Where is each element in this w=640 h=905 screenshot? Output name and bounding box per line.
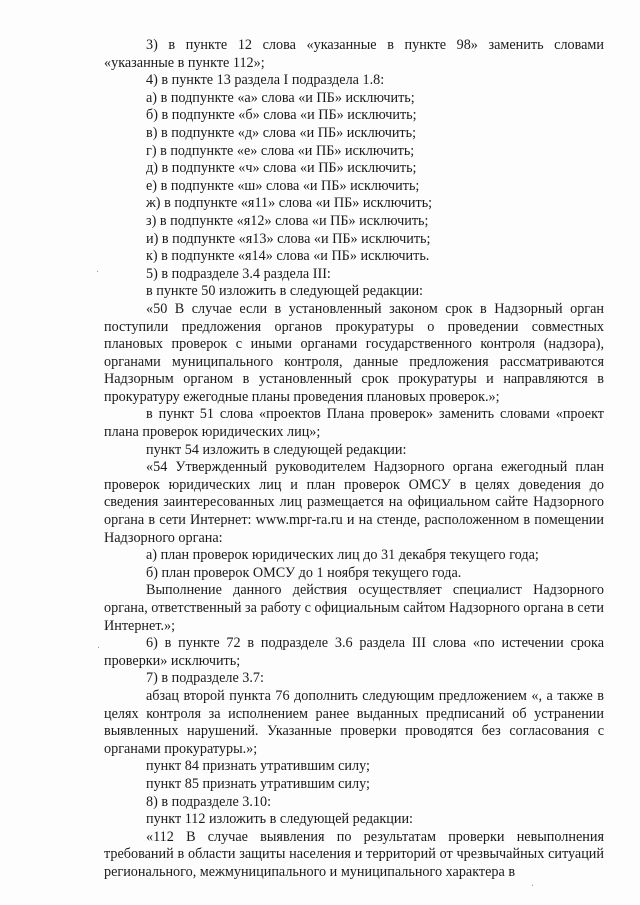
scan-mark: ·	[97, 643, 101, 654]
subitem-v: в) в подпункте «д» слова «и ПБ» исключить;	[146, 124, 417, 141]
paragraph-item-4: 4) в пункте 13 раздела I подраздела 1.8:	[146, 72, 385, 89]
subitem-zh: ж) в подпункте «я11» слова «и ПБ» исключить;	[146, 195, 433, 212]
subitem-b: б) в подпункте «б» слова «и ПБ» исключить;	[146, 107, 417, 124]
subitem-a: а) в подпункте «а» слова «и ПБ» исключить;	[146, 89, 415, 106]
subitem-e: е) в подпункте «ш» слова «и ПБ» исключить;	[146, 177, 420, 194]
subitem-z: з) в подпункте «я12» слова «и ПБ» исключить;	[146, 212, 429, 229]
subitem-k: к) в подпункте «я14» слова «и ПБ» исключить.	[146, 248, 430, 265]
point-54-subitem-b: б) план проверок ОМСУ до 1 ноября текущего года.	[146, 564, 462, 581]
paragraph-item-7: 7) в подразделе 3.7:	[146, 670, 264, 687]
point-54-intro: пункт 54 изложить в следующей редакции:	[146, 441, 407, 458]
point-50-text: «50 В случае если в установленный законом срок в Надзорный орган поступили предложения органов прокуратуры о проведении совместных плановых проверок с иными органами государственного контроля (надзора), органами муниципального контроля, данные предложения рассматриваются Надзорным органом в установленный срок прокуратуры и направляются в прокуратуру ежегодные планы проведения плановых проверок.»;	[104, 300, 604, 405]
scan-mark: ·	[96, 267, 100, 278]
point-51-text: в пункт 51 слова «проектов Плана проверок» заменить словами «проект плана проверок юридических лиц»;	[104, 406, 604, 441]
paragraph-item-5: 5) в подразделе 3.4 раздела III:	[146, 265, 331, 282]
paragraph-item-3: 3) в пункте 12 слова «указанные в пункте 98» заменить словами «указанные в пункте 112»;	[104, 37, 604, 71]
point-84-void: пункт 84 признать утратившим силу;	[146, 758, 370, 775]
subitem-d: д) в подпункте «ч» слова «и ПБ» исключить;	[146, 160, 417, 177]
subitem-g: г) в подпункте «е» слова «и ПБ» исключить;	[146, 142, 415, 159]
scan-mark: ·	[531, 881, 535, 892]
paragraph-item-8: 8) в подразделе 3.10:	[146, 793, 272, 810]
point-76-addition: абзац второй пункта 76 дополнить следующим предложением «, а также в целях контроля за исполнением ранее выданных предписаний об устранении выявленных нарушений. Указанные проверки проводятся без согласования с органами прокуратуры.»;	[104, 687, 604, 757]
subitem-i: и) в подпункте «я13» слова «и ПБ» исключить;	[146, 230, 431, 247]
point-54-subitem-a: а) план проверок юридических лиц до 31 декабря текущего года;	[146, 547, 539, 564]
point-54-execution: Выполнение данного действия осуществляет специалист Надзорного органа, ответственный за работу с официальным сайтом Надзорного органа в сети Интернет.»;	[104, 582, 604, 634]
paragraph-item-6: 6) в пункте 72 в подразделе 3.6 раздела III слова «по истечении срока проверки» исключить;	[104, 635, 604, 669]
document-body	[104, 37, 604, 882]
point-50-intro: в пункте 50 изложить в следующей редакции:	[146, 283, 423, 300]
point-112-intro: пункт 112 изложить в следующей редакции:	[146, 811, 413, 828]
point-112-text: «112 В случае выявления по результатам проверки невыполнения требований в области защиты населения и территорий от чрезвычайных ситуаций регионального, межмуниципального и муниципального характера в	[104, 828, 604, 880]
point-85-void: пункт 85 признать утратившим силу;	[146, 775, 370, 792]
point-54-text: «54 Утвержденный руководителем Надзорного органа ежегодный план проверок юридических лиц и план проверок ОМСУ в целях доведения до сведения заинтересованных лиц размещается на официальном сайте Надзорного органа в сети Интернет: www.mpr-ra.ru и на стенде, расположенном в помещении Надзорного органа:	[104, 459, 604, 546]
